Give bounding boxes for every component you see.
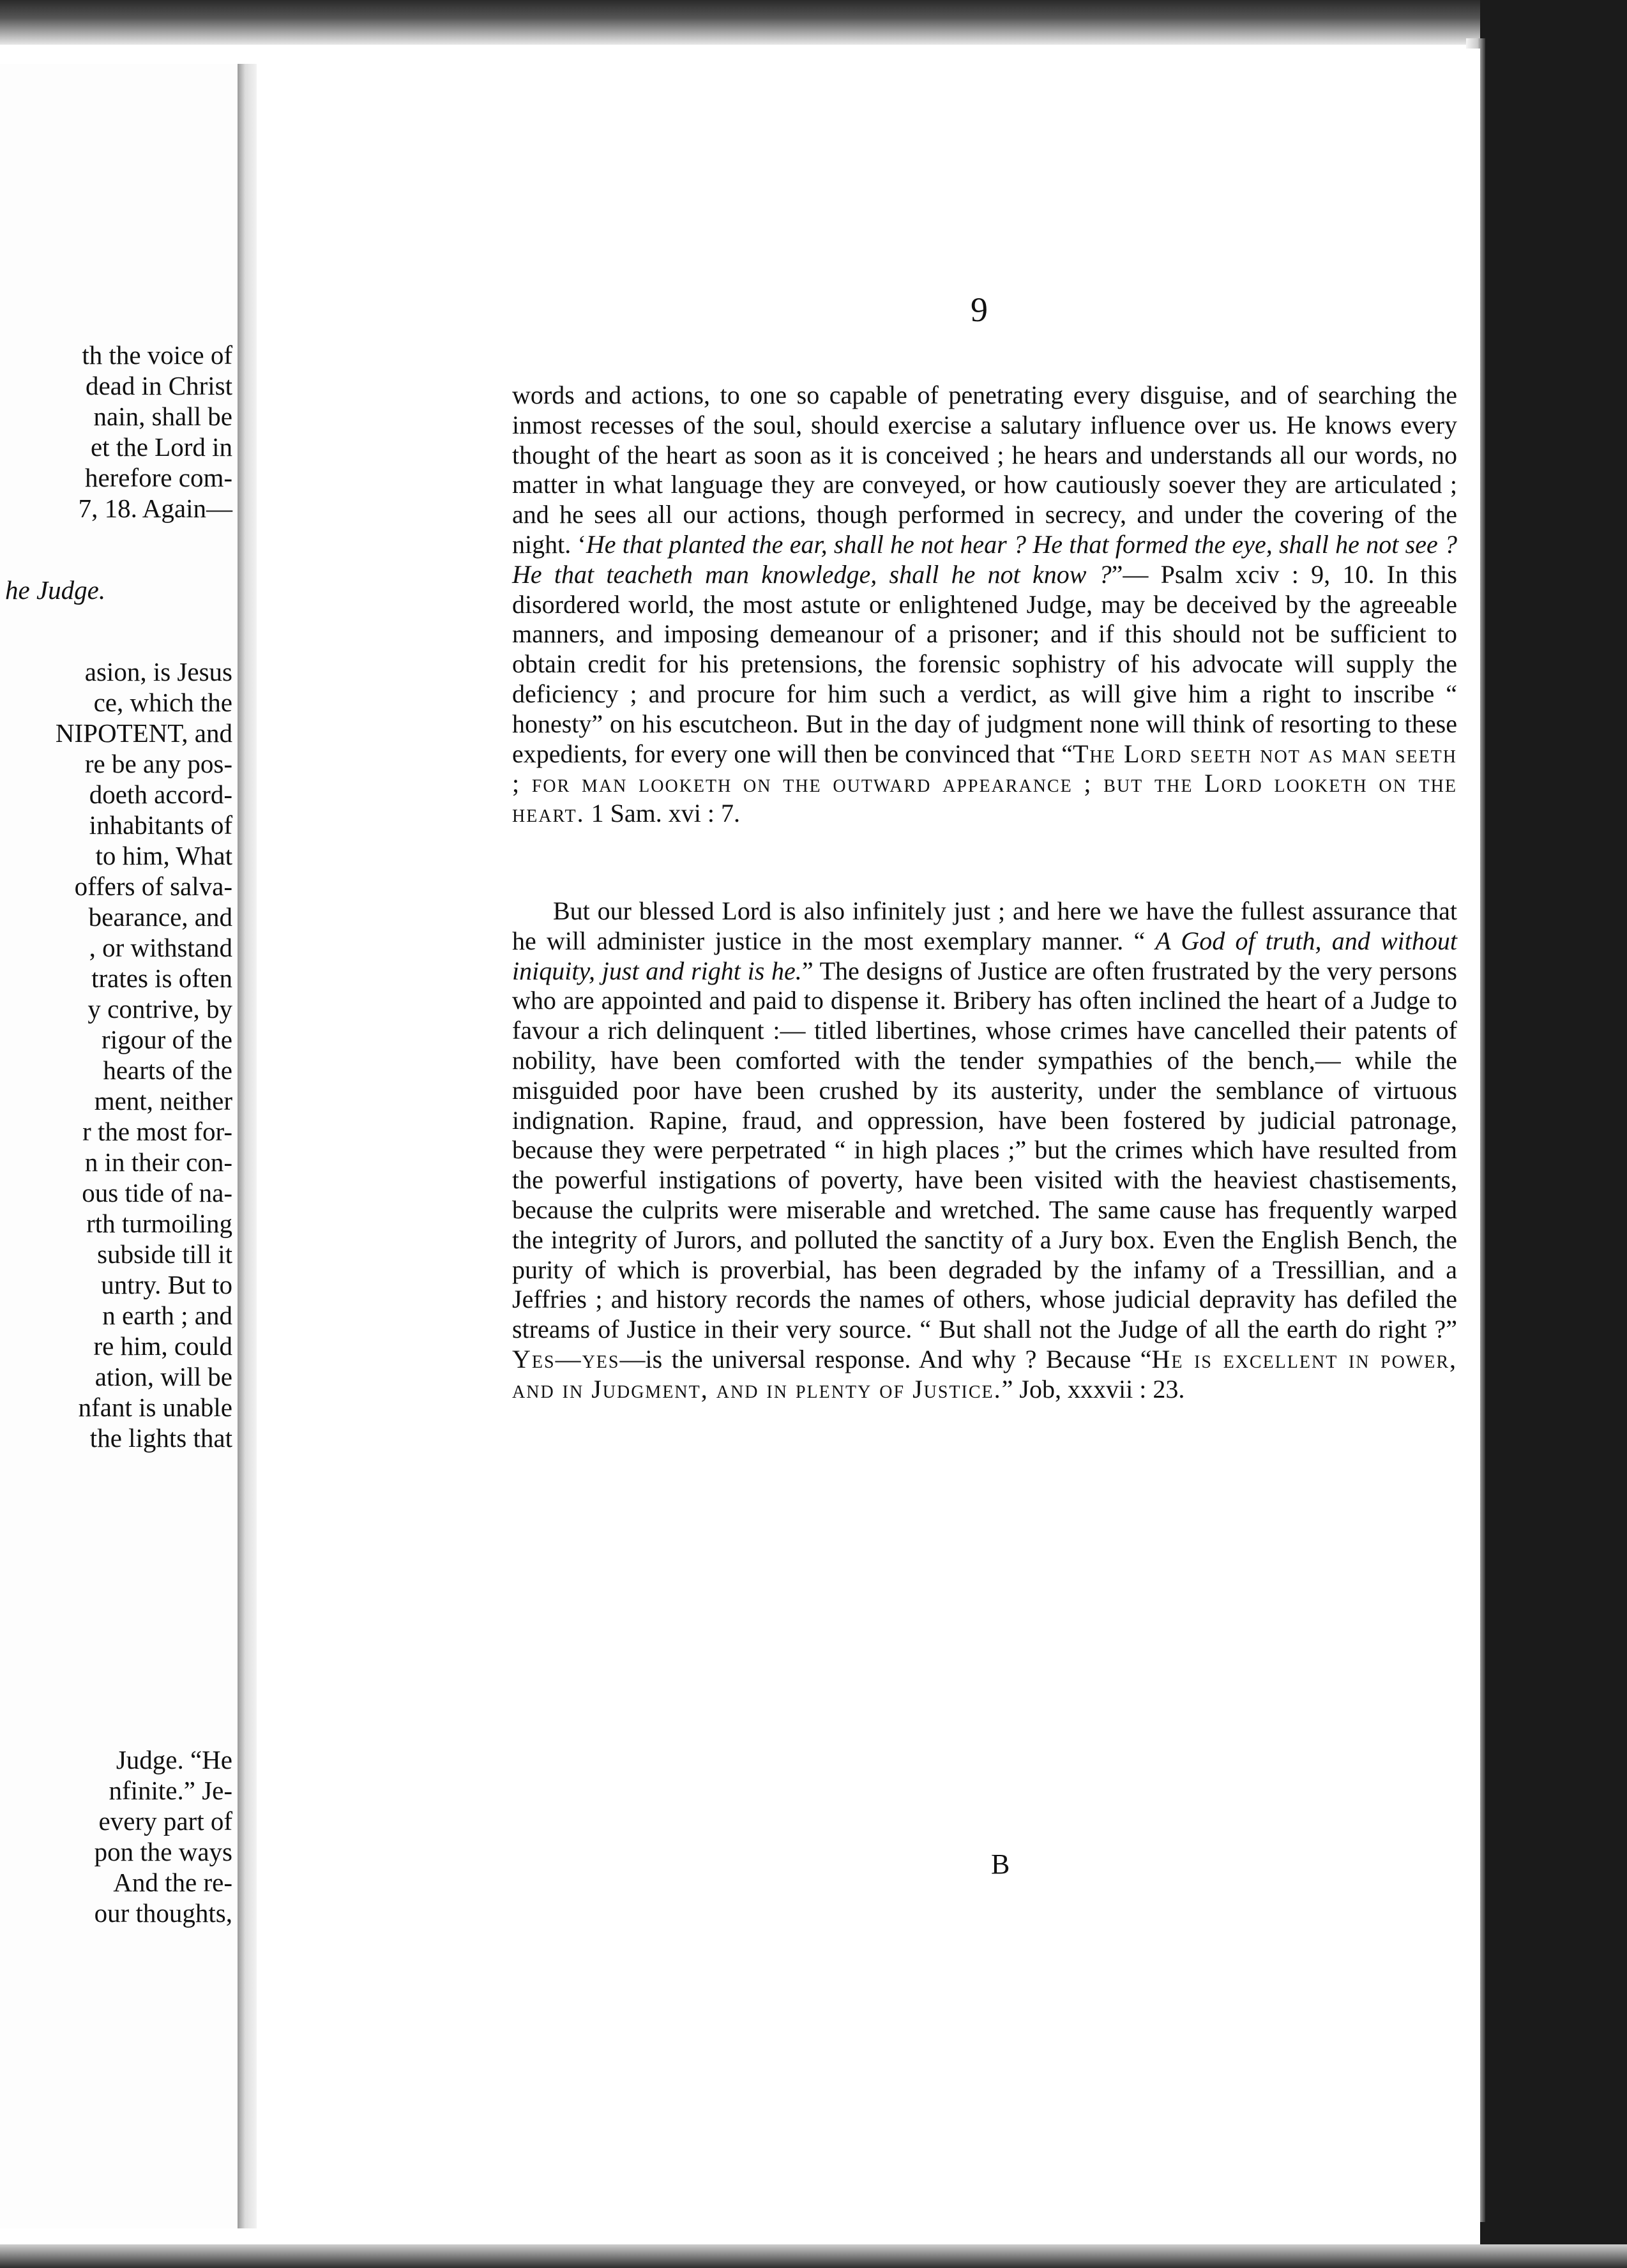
text-run: —is the universal response. And why ? Because “ <box>619 1344 1152 1373</box>
facing-line: re him, could <box>93 1331 232 1361</box>
facing-line: nfant is unable <box>78 1393 232 1422</box>
text-run: ”— Psalm xciv : 9, 10. In this disordered world, the most astute or enlightened Judge, may be deceived by the agreeable manners, and imposing demeanour of a prisoner; and if this should not be sufficient to obtain credit for his pretensions, the forensic sophistry of his advocate will supply the deficiency ; and procure for him such a verdict, as will give him a right to inscribe “ honesty” on his escutcheon. But in the day of judgment none will think of resorting to these expedients, for every one will then be convinced that “ <box>512 559 1458 768</box>
facing-line: asion, is Jesus <box>84 657 232 686</box>
facing-line: rth turmoiling <box>86 1209 232 1238</box>
scripture-quote: A God of truth, and without iniquity, just and right is he. <box>512 926 1457 985</box>
facing-line: r the most for- <box>82 1117 232 1146</box>
facing-line: hearts of the <box>103 1055 232 1085</box>
scanner-edge-bottom <box>0 2244 1627 2268</box>
facing-line: subside till it <box>97 1239 232 1269</box>
facing-line: Judge. “He <box>116 1745 232 1774</box>
facing-line: And the re- <box>113 1868 232 1897</box>
facing-line: pon the ways <box>94 1837 232 1866</box>
facing-page <box>0 64 238 2228</box>
facing-line: y contrive, by <box>87 994 232 1024</box>
signature-mark: B <box>991 1848 1010 1880</box>
facing-line: nfinite.” Je- <box>109 1776 232 1805</box>
main-page <box>257 49 1480 2232</box>
facing-line: n in their con- <box>84 1147 232 1177</box>
facing-line: bearance, and <box>88 902 232 932</box>
facing-line: n earth ; and <box>102 1301 232 1330</box>
paragraph-2 <box>512 896 1457 1405</box>
scripture-quote-smallcaps: The Lord seeth not as man seeth ; for man looketh on the outward appearance ; but the Lord looketh on the heart. <box>512 739 1458 828</box>
facing-line: ous tide of na- <box>82 1178 232 1207</box>
response-smallcaps: Yes—yes <box>512 1344 620 1373</box>
facing-heading: he Judge. <box>5 575 106 605</box>
facing-line: 7, 18. Again— <box>78 494 232 523</box>
text-run: But our blessed Lord is also infinitely just ; and here we have the fullest assurance that he will administer justice in the most exemplary manner. “ <box>512 896 1457 955</box>
facing-line: inhabitants of <box>89 810 232 840</box>
body-text <box>512 381 1457 1405</box>
facing-line: NIPOTENT, and <box>55 718 232 748</box>
facing-line: doeth accord- <box>89 780 232 809</box>
paragraph-1 <box>512 381 1457 829</box>
text-run: ” The designs of Justice are often frustrated by the very persons who are appointed and paid to dispense it. Bribery has often inclined the heart of a Judge to favour a rich delinquent :— titled libertines, whose crimes have cancelled their patents of nobility, have been comforted with the tender sympathies of the bench,— while the misguided poor have been crushed by its austerity, under the semblance of virtuous indignation. Rapine, fraud, and oppression, have been fostered by judicial patronage, because they were perpetrated “ in high places ;” but the crimes which have resulted from the powerful instigations of poverty, have been visited with the heaviest chastisements, because the culprits were miserable and wretched. The same cause has frequently warped the integrity of Jurors, and polluted the sanctity of a Jury box. Even the English Bench, the purity of which is proverbial, has been degraded by the infamy of a Tressillian, and a Jeffries ; and history records the names of others, whose judicial depravity has defiled the streams of Justice in their very source. “ But shall not the Judge of all the earth do right ?” <box>512 956 1457 1344</box>
page-number: 9 <box>971 291 988 329</box>
facing-line: ce, which the <box>93 688 232 717</box>
scripture-quote-smallcaps: He is excellent in power, and in Judgment, and in plenty of Justice. <box>512 1344 1457 1403</box>
scanner-edge-top <box>0 0 1627 45</box>
facing-line: et the Lord in <box>90 432 232 462</box>
facing-line: nain, shall be <box>93 402 232 431</box>
scripture-quote: He that planted the ear, shall he not hear ? He that formed the eye, shall he not see ? He that teacheth man knowledge, shall he not know ? <box>512 529 1457 589</box>
facing-line: untry. But to <box>101 1270 232 1299</box>
facing-line: re be any pos- <box>84 749 232 778</box>
facing-line: th the voice of <box>82 340 232 370</box>
facing-line: rigour of the <box>102 1025 232 1054</box>
facing-line: ation, will be <box>95 1362 232 1391</box>
facing-line: to him, What <box>95 841 232 870</box>
facing-line: dead in Christ <box>85 371 232 400</box>
scanner-edge-right <box>1480 0 1627 2268</box>
facing-line: offers of salva- <box>74 872 232 901</box>
facing-line: our thoughts, <box>94 1898 232 1928</box>
text-run: ” Job, xxxvii : 23. <box>1001 1374 1185 1403</box>
facing-line: herefore com- <box>84 463 232 492</box>
book-gutter <box>238 64 257 2228</box>
text-run: 1 Sam. xvi : 7. <box>584 799 740 828</box>
facing-line: , or withstand <box>89 933 232 962</box>
facing-line: every part of <box>98 1806 232 1836</box>
facing-line: trates is often <box>91 964 232 993</box>
facing-line: the lights that <box>89 1423 232 1453</box>
facing-line: ment, neither <box>94 1086 232 1115</box>
text-run: words and actions, to one so capable of penetrating every disguise, and of searching the inmost recesses of the soul, should exercise a salutary influence over us. He knows every thought of the heart as soon as it is conceived ; he hears and understands all our words, no matter in what language they are conveyed, or how cautiously soever they are articulated ; and he sees all our actions, though performed in secrecy, and under the covering of the night. ‘ <box>512 381 1457 559</box>
